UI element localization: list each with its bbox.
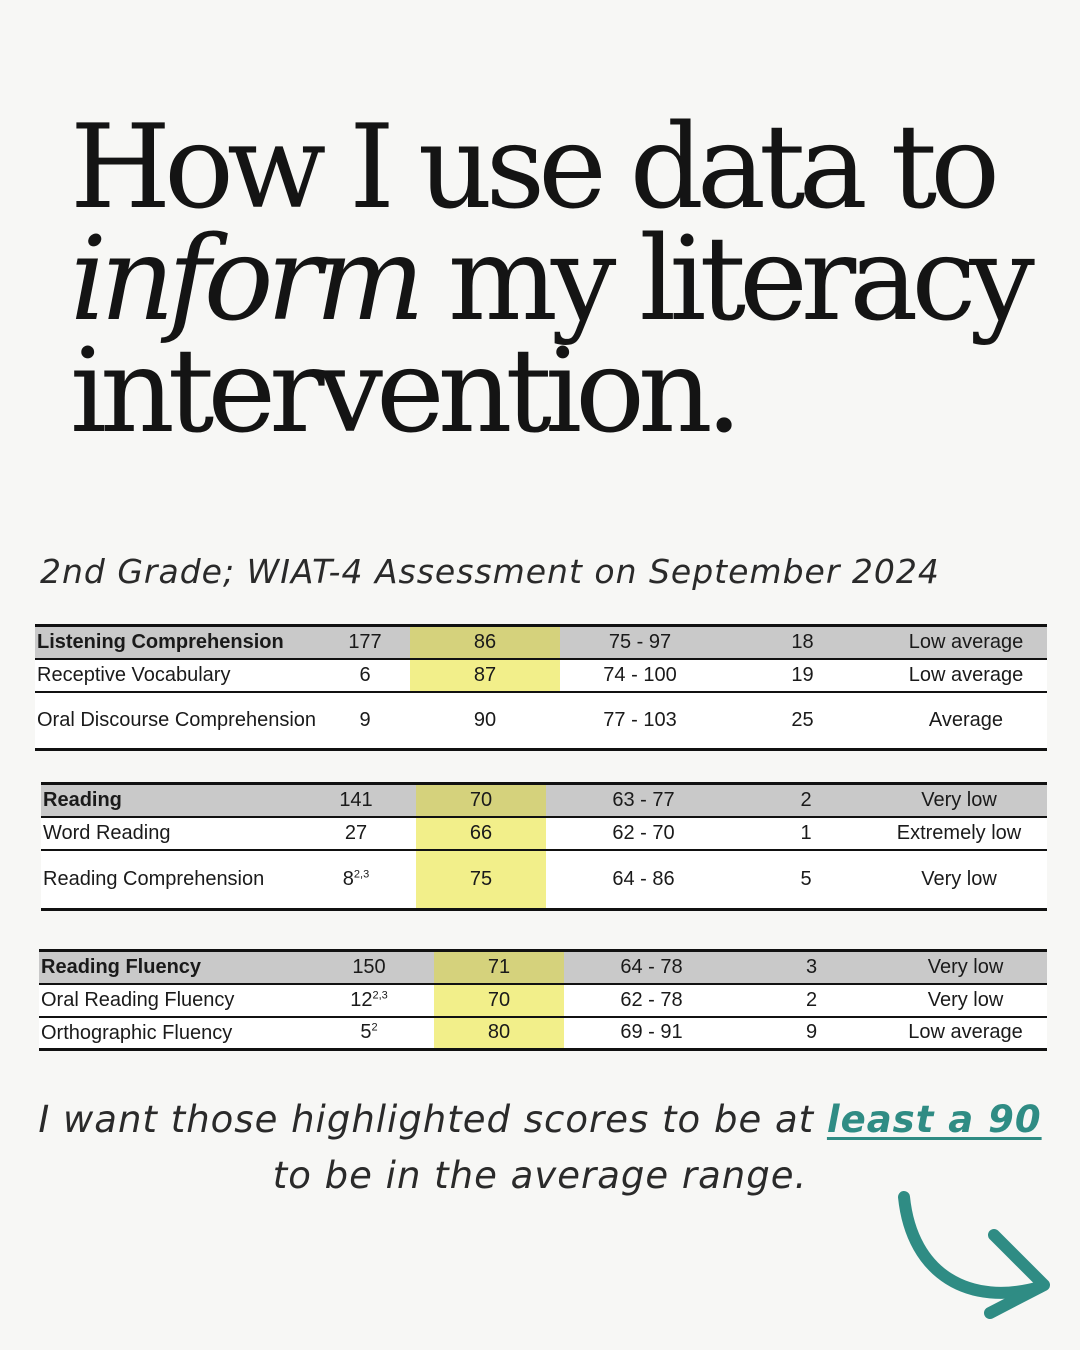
raw-score: 150 (304, 951, 434, 984)
table-row (35, 692, 1047, 750)
headline (70, 100, 1060, 459)
confidence-interval: 62 - 78 (564, 984, 739, 1017)
standard-score: 71 (434, 951, 564, 984)
percentile: 18 (720, 626, 885, 659)
standard-score: 86 (410, 626, 560, 659)
raw-score-footnote: 2,3 (353, 868, 370, 881)
descriptor: Low average (884, 1017, 1047, 1050)
percentile: 19 (720, 659, 885, 692)
raw-score: 5 (360, 1021, 372, 1044)
goal-note-emphasis: least a 90 (826, 1098, 1042, 1141)
confidence-interval: 75 - 97 (560, 626, 720, 659)
score-table-oral-language (35, 624, 1047, 751)
standard-score: 87 (410, 659, 560, 692)
raw-score: 12 (350, 988, 373, 1011)
raw-score-cell (304, 1017, 434, 1050)
standard-score: 70 (434, 984, 564, 1017)
percentile: 2 (739, 984, 884, 1017)
table-row (41, 850, 1047, 910)
standard-score: 75 (416, 850, 546, 910)
raw-score: 6 (320, 659, 410, 692)
table-row (39, 984, 1047, 1017)
table-row (35, 659, 1047, 692)
table-row (39, 1017, 1047, 1050)
subtest-name: Reading (41, 784, 296, 817)
headline-italic-word: inform (70, 212, 419, 347)
table-row (35, 626, 1047, 659)
subtest-name: Receptive Vocabulary (35, 659, 320, 692)
headline-line-1: How I use data to (70, 100, 994, 235)
confidence-interval: 69 - 91 (564, 1017, 739, 1050)
table-row (41, 817, 1047, 850)
percentile: 1 (741, 817, 871, 850)
raw-score-footnote: 2,3 (372, 988, 388, 1001)
headline-line-3: intervention. (70, 324, 736, 459)
descriptor: Very low (884, 951, 1047, 984)
score-table-reading-fluency (39, 949, 1047, 1051)
confidence-interval: 63 - 77 (546, 784, 741, 817)
raw-score-cell (304, 984, 434, 1017)
raw-score: 9 (320, 692, 410, 750)
goal-note-start: I want those highlighted scores to be at (38, 1098, 827, 1141)
descriptor: Low average (885, 626, 1047, 659)
raw-score-footnote: 2 (371, 1021, 378, 1034)
descriptor: Very low (871, 784, 1047, 817)
subtest-name: Word Reading (41, 817, 296, 850)
standard-score: 80 (434, 1017, 564, 1050)
confidence-interval: 77 - 103 (560, 692, 720, 750)
curved-arrow-icon (890, 1185, 1060, 1330)
percentile: 9 (739, 1017, 884, 1050)
descriptor: Extremely low (871, 817, 1047, 850)
raw-score: 177 (320, 626, 410, 659)
subtest-name: Oral Reading Fluency (39, 984, 304, 1017)
subtest-name: Oral Discourse Comprehension (35, 692, 320, 750)
percentile: 25 (720, 692, 885, 750)
table-row (41, 784, 1047, 817)
confidence-interval: 64 - 86 (546, 850, 741, 910)
raw-score-cell (296, 850, 416, 910)
headline-line-2-rest: my literacy (418, 212, 1028, 347)
standard-score: 90 (410, 692, 560, 750)
raw-score: 27 (296, 817, 416, 850)
raw-score: 8 (342, 867, 354, 890)
subtest-name: Orthographic Fluency (39, 1017, 304, 1050)
percentile: 2 (741, 784, 871, 817)
goal-note-end: to be in the average range. (272, 1154, 808, 1197)
standard-score: 66 (416, 817, 546, 850)
subtest-name: Reading Fluency (39, 951, 304, 984)
confidence-interval: 62 - 70 (546, 817, 741, 850)
descriptor: Very low (871, 850, 1047, 910)
table-row (39, 951, 1047, 984)
headline-line-2 (70, 212, 1060, 347)
confidence-interval: 64 - 78 (564, 951, 739, 984)
descriptor: Low average (885, 659, 1047, 692)
percentile: 3 (739, 951, 884, 984)
raw-score: 141 (296, 784, 416, 817)
confidence-interval: 74 - 100 (560, 659, 720, 692)
assessment-subtitle: 2nd Grade; WIAT-4 Assessment on September 2024 (40, 552, 940, 591)
score-table-reading (41, 782, 1047, 911)
subtest-name: Listening Comprehension (35, 626, 320, 659)
subtest-name: Reading Comprehension (41, 850, 296, 910)
descriptor: Average (885, 692, 1047, 750)
descriptor: Very low (884, 984, 1047, 1017)
standard-score: 70 (416, 784, 546, 817)
percentile: 5 (741, 850, 871, 910)
